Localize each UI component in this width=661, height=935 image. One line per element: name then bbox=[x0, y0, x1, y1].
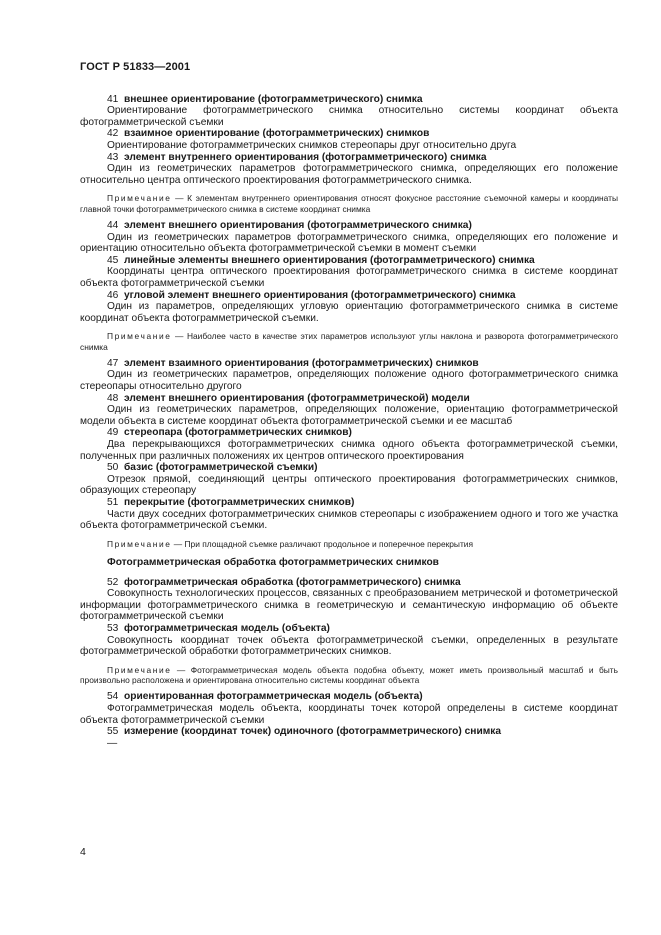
term-definition: Отрезок прямой, соединяющий центры оптического проектирования фотограмметрических снимков, образующих стереопару bbox=[80, 473, 618, 497]
term-entry bbox=[80, 358, 618, 393]
term-number: 49 bbox=[107, 427, 119, 439]
note-label: Примечание bbox=[107, 538, 172, 549]
term-definition: Совокупность координат точек объекта фотограмметрической съемки, определенных в результате фотограмметрической обработки фотограмметрических снимков. bbox=[80, 634, 618, 658]
term-line bbox=[80, 462, 618, 474]
term-entry bbox=[80, 623, 618, 658]
term-entry bbox=[80, 577, 618, 623]
term-name: элемент внешнего ориентирования (фотограмметрического снимка) bbox=[124, 219, 472, 231]
term-name: измерение (координат точек) одиночного (фотограмметрического) снимка bbox=[124, 726, 502, 738]
term-definition: Один из параметров, определяющих угловую ориентацию фотограмметрического снимка в системе координат объекта фотограмметрической съемки. bbox=[80, 301, 618, 324]
term-line bbox=[80, 152, 618, 164]
term-line bbox=[80, 128, 618, 140]
terms-list bbox=[80, 94, 618, 750]
note-label: Примечание bbox=[107, 664, 172, 675]
document-body bbox=[80, 62, 618, 749]
term-definition: — bbox=[107, 737, 118, 749]
note bbox=[80, 331, 618, 352]
term-line bbox=[80, 623, 618, 635]
term-definition: Координаты центра оптического проектирования фотограмметрического снимка в системе координат объекта фотограмметрической съемки bbox=[80, 266, 618, 289]
term-number: 41 bbox=[107, 93, 119, 105]
note bbox=[80, 193, 618, 214]
term-name: фотограмметрическая обработка (фотограмметрического) снимка bbox=[124, 576, 461, 588]
term-line bbox=[80, 691, 618, 703]
term-name: перекрытие (фотограмметрических снимков) bbox=[124, 497, 355, 508]
term-entry bbox=[80, 462, 618, 497]
term-line bbox=[80, 255, 618, 267]
term-line bbox=[80, 497, 618, 509]
term-entry bbox=[80, 497, 618, 532]
term-line bbox=[80, 726, 618, 738]
term-number: 50 bbox=[107, 462, 119, 474]
term-number: 52 bbox=[107, 576, 119, 588]
term-entry bbox=[80, 128, 618, 151]
term-entry bbox=[80, 393, 618, 428]
note-text: — Наиболее часто в качестве этих параметров используют углы наклона и разворота фотограмметрического снимка bbox=[80, 331, 618, 352]
note bbox=[80, 665, 618, 686]
term-line bbox=[80, 220, 618, 232]
term-line bbox=[80, 358, 618, 370]
term-definition: Ориентирование фотограмметрического снимка относительно системы координат объекта фотограмметрической съемки bbox=[80, 105, 618, 128]
term-entry bbox=[80, 290, 618, 325]
term-number: 48 bbox=[107, 392, 119, 404]
term-line bbox=[80, 290, 618, 302]
note bbox=[80, 539, 618, 549]
term-entry bbox=[80, 691, 618, 726]
term-definition: Два перекрывающихся фотограмметрических снимка одного объекта фотограмметрической съемки, полученных при различных положениях их центров оптического проектирования bbox=[80, 439, 618, 462]
term-name: базис (фотограмметрической съемки) bbox=[124, 462, 318, 474]
note-label: Примечание bbox=[107, 193, 172, 204]
term-entry bbox=[80, 427, 618, 462]
term-number: 55 bbox=[107, 726, 119, 738]
note-text: — При площадной съемке различают продольное и поперечное перекрытия bbox=[171, 538, 473, 549]
term-name: линейные элементы внешнего ориентирования (фотограмметрического) снимка bbox=[124, 254, 535, 266]
note-text: — Фотограмметрическая модель объекта подобна объекту, может иметь произвольный масштаб и быть произвольно расположена и ориентирована относительно системы координат объекта bbox=[80, 664, 618, 686]
term-name: ориентированная фотограмметрическая модель (объекта) bbox=[124, 691, 423, 703]
note-text: — К элементам внутреннего ориентирования относят фокусное расстояние съемочной камеры и координаты главной точки фотограмметрического снимка в системе координат снимка bbox=[80, 193, 618, 214]
term-definition: Один из геометрических параметров фотограмметрического снимка, определяющих его положение относительно центра оптического проектирования фотограмметрического снимка. bbox=[80, 163, 618, 186]
term-name: внешнее ориентирование (фотограмметрического) снимка bbox=[124, 93, 423, 105]
term-definition: Ориентирование фотограмметрических снимков стереопары друг относительно друга bbox=[107, 139, 517, 151]
term-name: элемент внешнего ориентирования (фотограмметрической) модели bbox=[124, 392, 470, 404]
term-entry bbox=[80, 220, 618, 255]
term-definition: Один из геометрических параметров, определяющих положение, ориентацию фотограмметрической модели объекта в системе координат объекта фотограмметрической съемки и ее масштаб bbox=[80, 404, 618, 427]
term-number: 54 bbox=[107, 691, 119, 703]
term-number: 45 bbox=[107, 254, 119, 266]
term-definition: Части двух соседних фотограмметрических снимков стереопары с изображением одного и того же участка объекта фотограмметрической съемки. bbox=[80, 508, 618, 532]
term-name: угловой элемент внешнего ориентирования (фотограмметрического) снимка bbox=[124, 289, 516, 301]
term-entry bbox=[80, 255, 618, 290]
term-name: стереопара (фотограмметрических снимков) bbox=[124, 427, 352, 439]
term-entry bbox=[80, 152, 618, 187]
section-heading: Фотограмметрическая обработка фотограмметрических снимков bbox=[107, 557, 439, 569]
term-number: 43 bbox=[107, 151, 119, 163]
term-name: элемент внутреннего ориентирования (фотограмметрического) снимка bbox=[124, 151, 487, 163]
term-line bbox=[80, 393, 618, 405]
term-entry bbox=[80, 726, 618, 749]
term-number: 51 bbox=[107, 497, 119, 508]
term-number: 46 bbox=[107, 289, 119, 301]
term-line bbox=[80, 577, 618, 589]
term-number: 44 bbox=[107, 219, 119, 231]
term-definition: Фотограмметрическая модель объекта, координаты точек которой определены в системе координат объекта фотограмметрической съемки bbox=[80, 703, 618, 726]
note-label: Примечание bbox=[107, 331, 172, 342]
term-definition: Один из геометрических параметров, определяющих положение одного фотограмметрического снимка стереопары относительно другого bbox=[80, 369, 618, 393]
term-name: элемент взаимного ориентирования (фотограмметрических) снимков bbox=[124, 357, 479, 369]
page-number: 4 bbox=[80, 846, 86, 858]
term-number: 47 bbox=[107, 357, 119, 369]
term-number: 42 bbox=[107, 128, 119, 140]
term-number: 53 bbox=[107, 623, 119, 635]
term-line bbox=[80, 94, 618, 106]
term-name: фотограмметрическая модель (объекта) bbox=[124, 623, 330, 635]
document-header: ГОСТ Р 51833—2001 bbox=[80, 61, 191, 73]
term-definition: Совокупность технологических процессов, связанных с преобразованием метрической и фотометрической информации фотограмметрического снимка в геометрическую и семантическую информацию об объекте фотограмметрической съемки bbox=[80, 588, 618, 623]
term-line bbox=[80, 427, 618, 439]
term-definition: Один из геометрических параметров фотограмметрического снимка, определяющих его положение и ориентацию относительно объекта фотограмметрической съемки в момент съемки bbox=[80, 231, 618, 255]
term-name: взаимное ориентирование (фотограмметрических) снимков bbox=[124, 128, 430, 140]
term-entry bbox=[80, 94, 618, 129]
